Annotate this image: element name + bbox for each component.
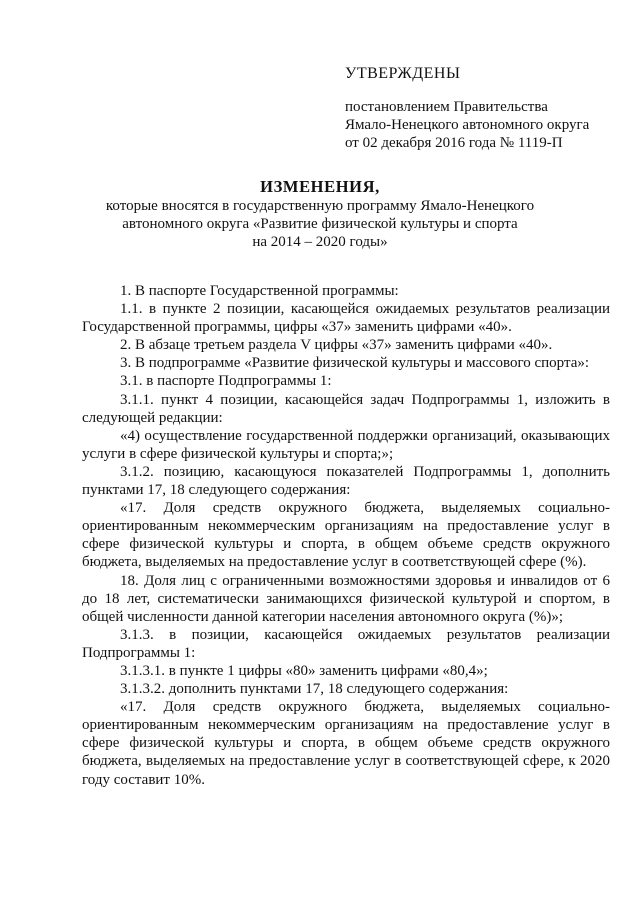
paragraph: 3.1.3.1. в пункте 1 цифры «80» заменить цифрами «80,4»; [120,662,488,679]
paragraph: 1.1. в пункте 2 позиции, касающейся ожидаемых результатов реализации Государственной программы, цифры «37» заменить цифрами «40». [82,301,610,336]
document-subtitle-line: на 2014 – 2020 годы» [252,234,388,250]
approval-line: от 02 декабря 2016 года № 1119-П [345,135,563,151]
paragraph: 2. В абзаце третьем раздела V цифры «37» заменить цифрами «40». [120,337,553,354]
approval-title: УТВЕРЖДЕНЫ [345,65,461,82]
paragraph: 3.1.3.2. дополнить пунктами 17, 18 следующего содержания: [120,681,509,698]
approval-line: постановлением Правительства [345,99,548,115]
paragraph: 3.1.3. в позиции, касающейся ожидаемых результатов реализации Подпрограммы 1: [82,626,610,661]
paragraph: 3.1.1. пункт 4 позиции, касающейся задач Подпрограммы 1, изложить в следующей редакции: [82,391,610,426]
document-subtitle-line: которые вносятся в государственную программу Ямало-Ненецкого [105,198,535,214]
paragraph: 18. Доля лиц с ограниченными возможностями здоровья и инвалидов от 6 до 18 лет, систематически занимающихся физической культурой и спортом, в общей численности данной категории населения автономного округа (%)»; [82,572,610,625]
document-subtitle-line: автономного округа «Развитие физической культуры и спорта [122,216,518,232]
paragraph: 3. В подпрограмме «Развитие физической культуры и массового спорта»: [120,355,590,372]
paragraph: 3.1.2. позицию, касающуюся показателей Подпрограммы 1, дополнить пунктами 17, 18 следующего содержания: [82,463,610,499]
document-body [82,282,610,789]
document-title: ИЗМЕНЕНИЯ, [260,177,380,196]
approval-line: Ямало-Ненецкого автономного округа [345,117,590,133]
paragraph: «17. Доля средств окружного бюджета, выделяемых социально-ориентированным некоммерческим организациям на предоставление услуг в сфере физической культуры и спорта, в общем объеме средств окружного бюджета, выделяемых на предоставление услуг в соответствующей сфере (%). [82,500,610,571]
paragraph: 1. В паспорте Государственной программы: [120,283,399,299]
paragraph: 3.1. в паспорте Подпрограммы 1: [120,373,332,390]
paragraph: «17. Доля средств окружного бюджета, выделяемых социально-ориентированным некоммерческим организациям на предоставление услуг в сфере физической культуры и спорта, в общем объеме средств окружного бюджета, выделяемых на предоставление услуг в соответствующей сфере, к 2020 году составит 10%. [82,699,610,788]
document-heading [0,176,640,251]
approval-block [345,64,635,152]
paragraph: «4) осуществление государственной поддержки организаций, оказывающих услуги в сфере физической культуры и спорта;»; [82,427,610,462]
